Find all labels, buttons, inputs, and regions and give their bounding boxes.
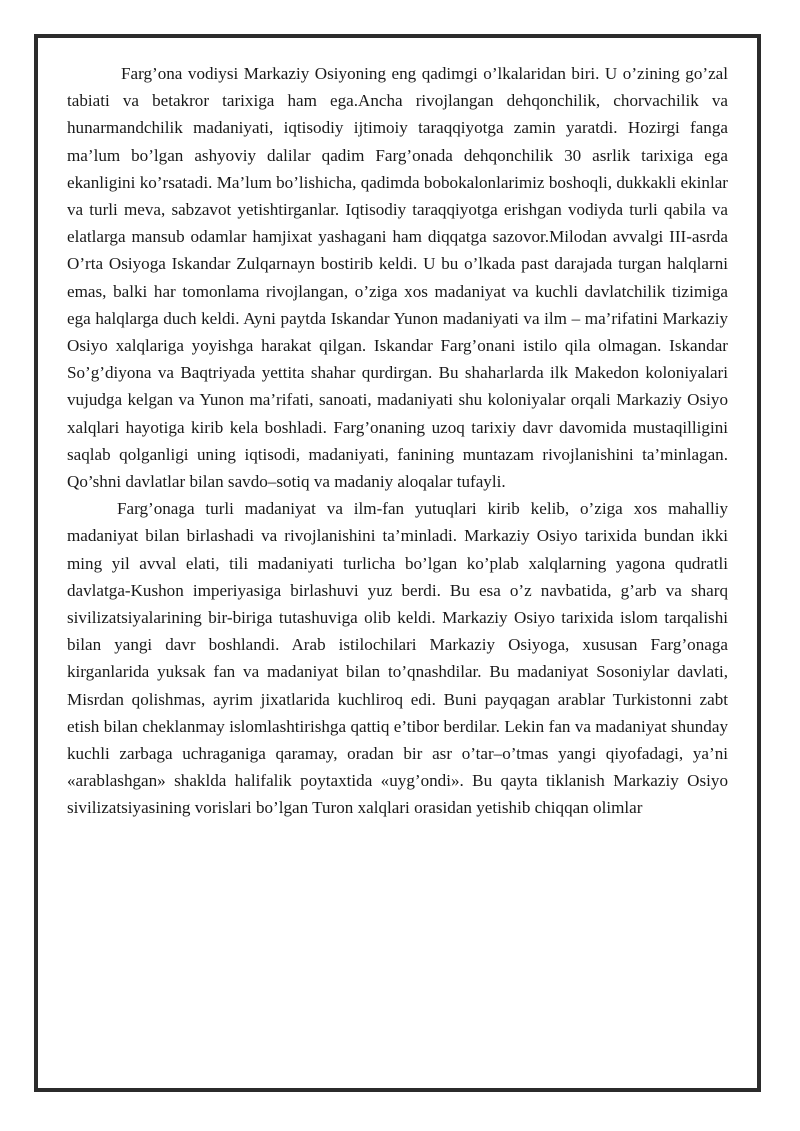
page-border-frame — [34, 34, 761, 1092]
paragraph: Farg’onaga turli madaniyat va ilm-fan yutuqlari kirib kelib, o’ziga xos mahalliy madaniyat bilan birlashadi va rivojlanishini ta’minladi. Markaziy Osiyo tarixida bundan ikki ming yil avval elati, tili madaniyati turlicha bo’lgan ko’plab xalqlarning yagona qudratli davlatga-Kushon imperiyasiga birlashuvi yuz berdi. Bu esa o’z navbatida, g’arb va sharq sivilizatsiyalarining bir-biriga tutashuviga olib keldi. Markaziy Osiyo tarixida islom tarqalishi bilan yangi davr boshlandi. Arab istilochilari Markaziy Osiyoga, xususan Farg’onaga kirganlarida yuksak fan va madaniyat bilan to’qnashdilar. Bu madaniyat Sosoniylar davlati, Misrdan qolishmas, ayrim jixatlarida kuchliroq edi. Buni payqagan arablar Turkistonni zabt etish bilan cheklanmay islomlashtirishga qattiq e’tibor berdilar. Lekin fan va madaniyat shunday kuchli zarbaga uchraganiga qaramay, oradan bir asr o’tar–o’tmas yangi qiyofadagi, ya’ni «arablashgan» shaklda halifalik poytaxtida «uyg’ondi». Bu qayta tiklanish Markaziy Osiyo sivilizatsiyasining vorislari bo’lgan Turon xalqlari orasidan yetishib chiqqan olimlar — [67, 499, 728, 818]
document-body — [67, 60, 728, 822]
paragraph: Farg’ona vodiysi Markaziy Osiyoning eng qadimgi o’lkalaridan biri. U o’zining go’zal tabiati va betakror tarixiga ham ega.Ancha rivojlangan dehqonchilik, chorvachilik va hunarmandchilik madaniyati, iqtisodiy ijtimoiy taraqqiyotga zamin yaratdi. Hozirgi fanga ma’lum bo’lgan ashyoviy dalilar qadim Farg’onada dehqonchilik 30 asrlik tarixiga ega ekanligini ko’rsatadi. Ma’lum bo’lishicha, qadimda bobokalonlarimiz boshoqli, dukkakli ekinlar va turli meva, sabzavot yetishtirganlar. Iqtisodiy taraqqiyotga erishgan vodiyda turli qabila va elatlarga mansub odamlar hamjixat yashagani ham diqqatga sazovor.Milodan avvalgi III-asrda O’rta Osiyoga Iskandar Zulqarnayn bostirib keldi. U bu o’lkada past darajada turgan halqlarni emas, balki har tomonlama rivojlangan, o’ziga xos madaniyat va kuchli davlatchilik tizimiga ega halqlarga duch keldi. Ayni paytda Iskandar Yunon madaniyati va ilm – ma’rifatini Markaziy Osiyo xalqlariga yoyishga harakat qilgan. Iskandar Farg’onani istilo qila olmagan. Iskandar So’g’diyona va Baqtriyada yettita shahar qurdirgan. Bu shaharlarda ilk Makedon koloniyalari vujudga kelgan va Yunon ma’rifati, sanoati, madaniyati shu koloniyalar orqali Markaziy Osiyo xalqlari hayotiga kirib kela boshladi. Farg’onaning uzoq tarixiy davr davomida mustaqilligini saqlab qolganligi uning iqtisodi, madaniyati, fanining muntazam rivojlanishini ta’minlagan. Qo’shni davlatlar bilan savdo–sotiq va madaniy aloqalar tufayli. — [67, 64, 728, 492]
